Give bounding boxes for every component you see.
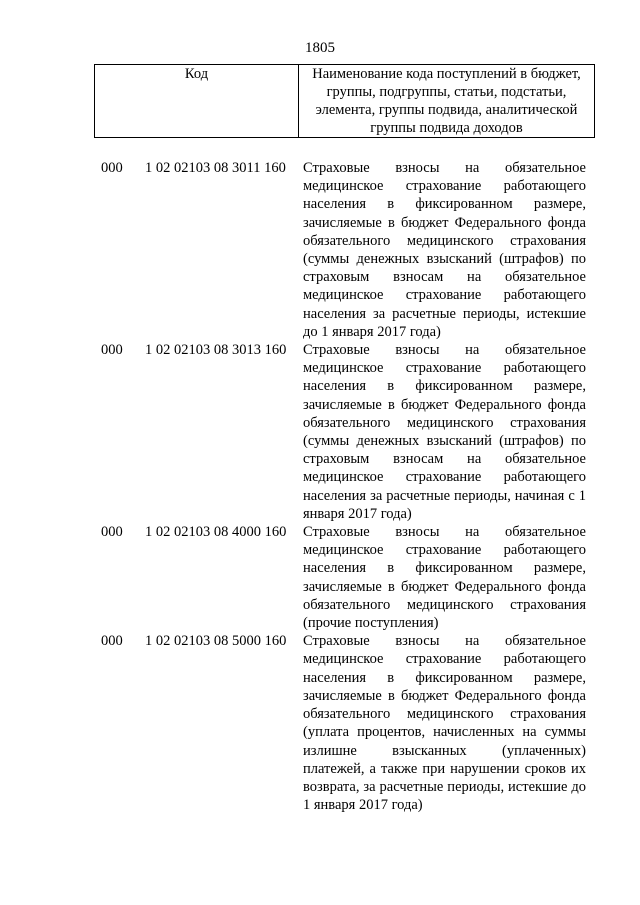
revenue-description: Страховые взносы на обязательное медицинское страхование работающего населения в фиксированном размере, зачисляемые в бюджет Федерального фонда обязательного медицинского страхования (прочие поступления) [303, 524, 586, 632]
admin-code: 000 [101, 633, 123, 650]
header-table [94, 64, 595, 138]
table-row [0, 632, 640, 814]
header-row [95, 65, 595, 138]
revenue-code: 1 02 02103 08 3013 160 [145, 342, 287, 359]
revenue-code: 1 02 02103 08 4000 160 [145, 524, 287, 541]
header-name-cell: Наименование кода поступлений в бюджет, группы, подгруппы, статьи, подстатьи, элемента, группы подвида, аналитической группы подвида доходов [299, 65, 595, 138]
admin-code: 000 [101, 160, 123, 176]
revenue-code: 1 02 02103 08 3011 160 [145, 160, 286, 176]
code-list [0, 159, 640, 814]
table-row [0, 341, 640, 523]
revenue-description: Страховые взносы на обязательное медицинское страхование работающего населения в фиксированном размере, зачисляемые в бюджет Федерального фонда обязательного медицинского страхования (суммы денежных взысканий (штрафов) по страховым взносам на обязательное медицинское страхование работающего населения за расчетные периоды, истекшие до 1 января 2017 года) [303, 160, 586, 340]
admin-code: 000 [101, 524, 123, 541]
revenue-description: Страховые взносы на обязательное медицинское страхование работающего населения в фиксированном размере, зачисляемые в бюджет Федерального фонда обязательного медицинского страхования (суммы денежных взысканий (штрафов) по страховым взносам на обязательное медицинское страхование работающего населения за расчетные периоды, начиная с 1 января 2017 года) [303, 342, 586, 522]
revenue-description: Страховые взносы на обязательное медицинское страхование работающего населения в фиксированном размере, зачисляемые в бюджет Федерального фонда обязательного медицинского страхования (уплата процентов, начисленных на суммы излишне взысканных (уплаченных) платежей, а также при нарушении сроков их возврата, за расчетные периоды, истекшие до 1 января 2017 года) [303, 633, 586, 814]
table-row [0, 523, 640, 632]
revenue-code: 1 02 02103 08 5000 160 [145, 633, 287, 650]
admin-code: 000 [101, 342, 123, 359]
page-number: 1805 [305, 40, 335, 56]
header-code-cell: Код [95, 65, 299, 138]
table-row [0, 159, 640, 341]
